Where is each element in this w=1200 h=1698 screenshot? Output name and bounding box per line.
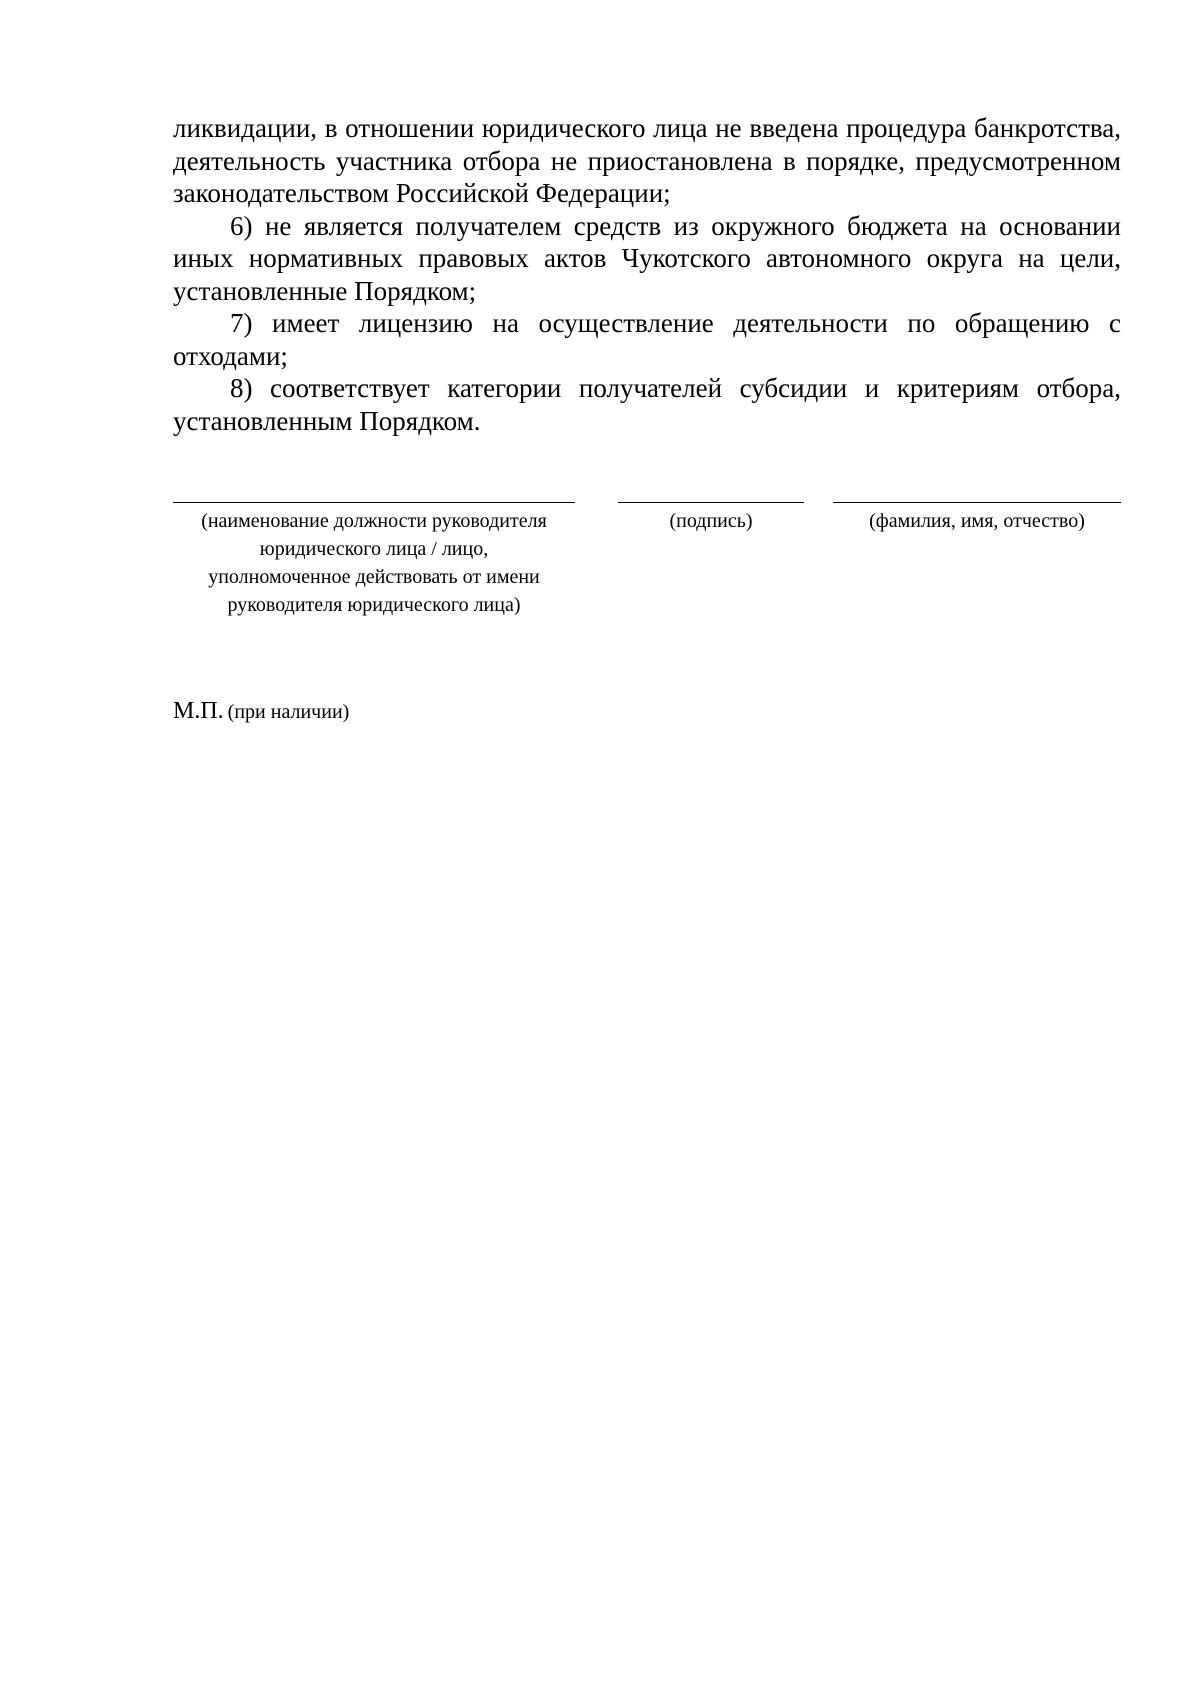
document-body — [173, 112, 1121, 437]
signature-field — [618, 502, 804, 535]
paragraph-item-8: 8) соответствует категории получателей субсидии и критериям отбора, установленным Порядком. — [173, 373, 1121, 436]
stamp-label: М.П. — [173, 698, 224, 724]
signature-line — [618, 502, 804, 503]
stamp-place — [173, 698, 349, 725]
paragraph-item-6: 6) не является получателем средств из окружного бюджета на основании иных нормативных правовых актов Чукотского автономного округа на цели, установленные Порядком; — [173, 210, 1121, 306]
paragraph-liquidation: ликвидации, в отношении юридического лица не введена процедура банкротства, деятельность участника отбора не приостановлена в порядке, предусмотренном законодательством Российской Федерации; — [173, 113, 1121, 208]
signature-position-field — [173, 502, 575, 619]
name-signature-line — [833, 502, 1121, 503]
position-caption: (наименование должности руководителя юридического лица / лицо, уполномоченное действовать от имени руководителя юридического лица) — [201, 510, 547, 616]
paragraph-item-7: 7) имеет лицензию на осуществление деятельности по обращению с отходами; — [173, 308, 1121, 371]
signature-name-field — [833, 502, 1121, 535]
name-caption: (фамилия, имя, отчество) — [869, 510, 1085, 532]
position-signature-line — [173, 502, 575, 503]
stamp-note: (при наличии) — [227, 701, 350, 723]
signature-caption: (подпись) — [669, 510, 753, 532]
